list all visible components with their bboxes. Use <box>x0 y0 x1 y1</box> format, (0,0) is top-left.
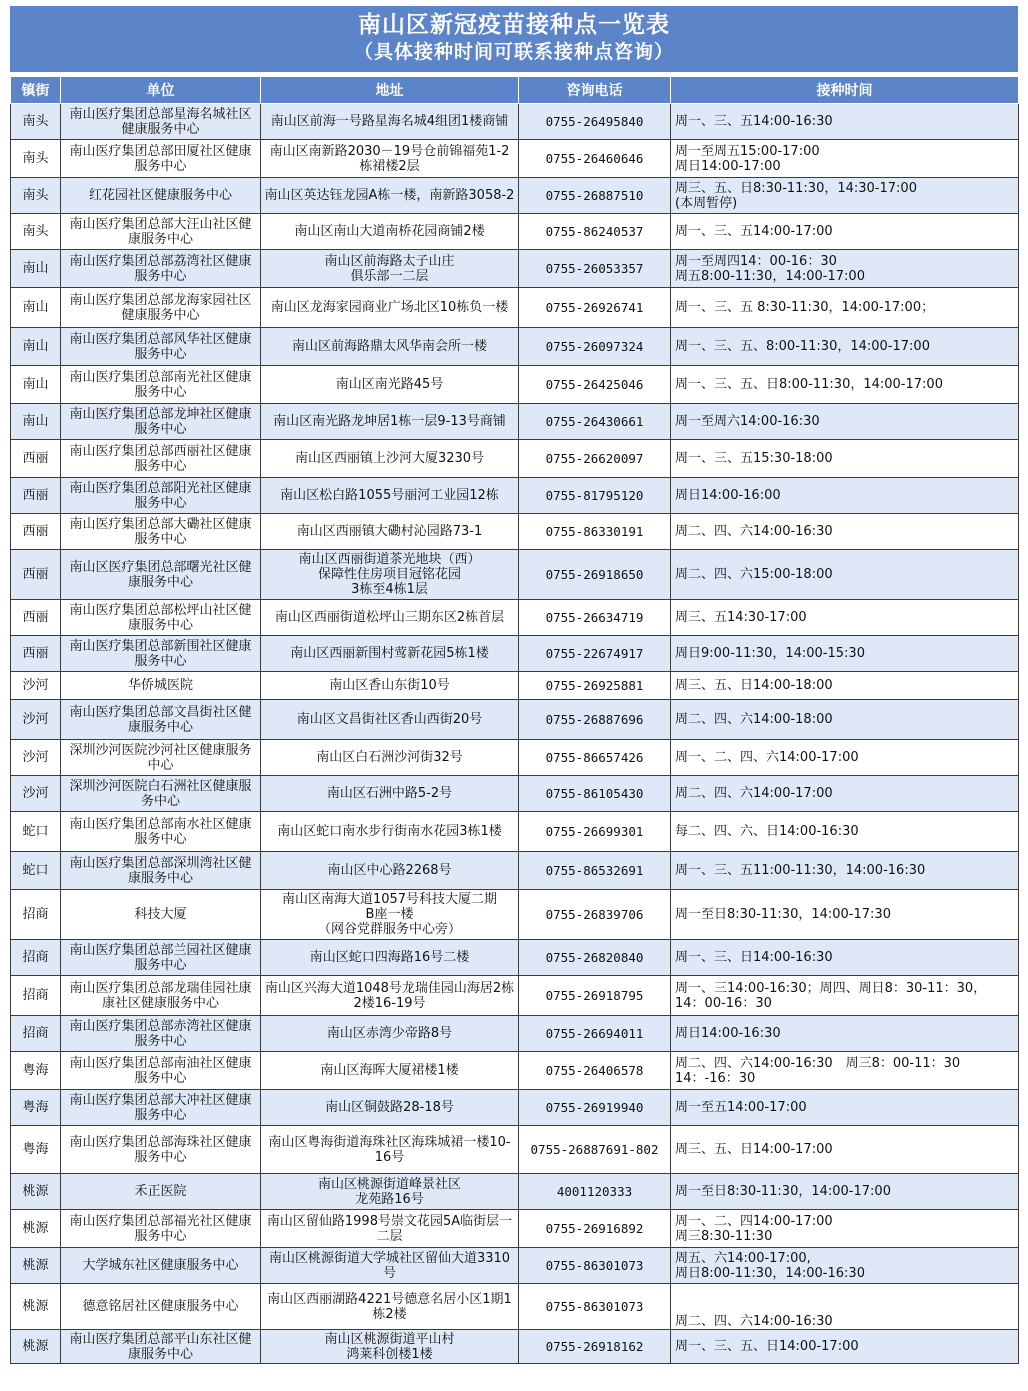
cell-unit: 南山医疗集团总部大磡社区健康服务中心 <box>61 514 261 550</box>
header-address: 地址 <box>261 77 519 104</box>
cell-time: 每二、四、六、日14:00-16:30 <box>671 812 1019 852</box>
cell-street: 西丽 <box>11 478 61 514</box>
cell-unit: 南山医疗集团总部龙瑞佳园社康康社区健康服务中心 <box>61 976 261 1016</box>
cell-address: 南山区桃源街道峰景社区 龙苑路16号 <box>261 1174 519 1210</box>
cell-unit: 南山医疗集团总部海珠社区健康服务中心 <box>61 1126 261 1174</box>
cell-time: 周一、三、五、8:00-11:30，14:00-17:00 <box>671 328 1019 366</box>
cell-address: 南山区南光路龙坤居1栋一层9-13号商铺 <box>261 404 519 440</box>
cell-street: 南山 <box>11 328 61 366</box>
cell-street: 南山 <box>11 404 61 440</box>
table-row <box>11 550 1019 600</box>
cell-time: 周二、四、六14:00-18:00 <box>671 700 1019 740</box>
cell-unit: 大学城东社区健康服务中心 <box>61 1248 261 1284</box>
title-banner <box>10 6 1018 72</box>
table-row <box>11 1248 1019 1284</box>
cell-street: 沙河 <box>11 672 61 700</box>
cell-unit: 红花园社区健康服务中心 <box>61 178 261 214</box>
cell-street: 西丽 <box>11 600 61 636</box>
cell-unit: 禾正医院 <box>61 1174 261 1210</box>
cell-street: 粤海 <box>11 1126 61 1174</box>
cell-time: 周一至周六14:00-16:30 <box>671 404 1019 440</box>
cell-unit: 南山医疗集团总部松坪山社区健康服务中心 <box>61 600 261 636</box>
cell-unit: 深圳沙河医院沙河社区健康服务中心 <box>61 740 261 776</box>
cell-unit: 南山医疗集团总部大汪山社区健康服务中心 <box>61 214 261 250</box>
cell-address: 南山区南山大道南桥花园商铺2楼 <box>261 214 519 250</box>
cell-address: 南山区前海一号路星海名城4组团1楼商铺 <box>261 104 519 140</box>
cell-street: 粤海 <box>11 1090 61 1126</box>
cell-unit: 南山医疗集团总部赤湾社区健康服务中心 <box>61 1016 261 1052</box>
cell-unit: 南山医疗集团总部星海名城社区健康服务中心 <box>61 104 261 140</box>
page <box>10 6 1018 1364</box>
cell-address: 南山区石洲中路5-2号 <box>261 776 519 812</box>
cell-address: 南山区赤湾少帝路8号 <box>261 1016 519 1052</box>
cell-time: 周二、四、六14:00-16:30 <box>671 1284 1019 1330</box>
cell-time: 周三、五、日8:30-11:30，14:30-17:00 (本周暂停) <box>671 178 1019 214</box>
cell-time: 周日9:00-11:30，14:00-15:30 <box>671 636 1019 672</box>
cell-address: 南山区前海路太子山庄 俱乐部一二层 <box>261 250 519 288</box>
cell-time: 周一、三14:00-16:30；周四、周日8：30-11：30，14：00-16：30 <box>671 976 1019 1016</box>
cell-address: 南山区海晖大厦裙楼1楼 <box>261 1052 519 1090</box>
table-row <box>11 288 1019 328</box>
cell-unit: 南山医疗集团总部风华社区健康服务中心 <box>61 328 261 366</box>
cell-time: 周五、六14:00-17:00, 周日8:00-11:30，14:00-16:30 <box>671 1248 1019 1284</box>
cell-unit: 南山区医疗集团总部曙光社区健康服务中心 <box>61 550 261 600</box>
cell-address: 南山区西丽湖路4221号德意名居小区1期1栋2楼 <box>261 1284 519 1330</box>
cell-time: 周一、三、五11:00-11:30，14:00-16:30 <box>671 852 1019 890</box>
table-row <box>11 1174 1019 1210</box>
cell-time: 周一至日8:30-11:30，14:00-17:00 <box>671 1174 1019 1210</box>
cell-street: 南山 <box>11 250 61 288</box>
cell-unit: 南山医疗集团总部福光社区健康服务中心 <box>61 1210 261 1248</box>
cell-phone: 0755-26839706 <box>519 890 671 940</box>
cell-address: 南山区兴海大道1048号龙瑞佳园山海居2栋2楼16-19号 <box>261 976 519 1016</box>
table-row <box>11 890 1019 940</box>
table-row <box>11 366 1019 404</box>
table-row <box>11 740 1019 776</box>
cell-phone: 0755-86532691 <box>519 852 671 890</box>
table-row <box>11 250 1019 288</box>
table-row <box>11 976 1019 1016</box>
header-unit: 单位 <box>61 77 261 104</box>
cell-time: 周三、五、日14:00-17:00 <box>671 1126 1019 1174</box>
table-row <box>11 812 1019 852</box>
table-row <box>11 776 1019 812</box>
table-row <box>11 636 1019 672</box>
table-row <box>11 1210 1019 1248</box>
table-row <box>11 700 1019 740</box>
cell-phone: 0755-26053357 <box>519 250 671 288</box>
cell-time: 周一至周五15:00-17:00 周日14:00-17:00 <box>671 140 1019 178</box>
cell-street: 蛇口 <box>11 852 61 890</box>
cell-street: 桃源 <box>11 1210 61 1248</box>
cell-unit: 南山医疗集团总部文昌街社区健康服务中心 <box>61 700 261 740</box>
cell-time: 周一、三、五14:00-17:00 <box>671 214 1019 250</box>
table-header-row <box>11 77 1019 104</box>
cell-phone: 0755-81795120 <box>519 478 671 514</box>
cell-phone: 0755-86330191 <box>519 514 671 550</box>
cell-street: 粤海 <box>11 1052 61 1090</box>
cell-phone: 0755-26097324 <box>519 328 671 366</box>
table-row <box>11 214 1019 250</box>
cell-phone: 0755-26887696 <box>519 700 671 740</box>
table-row <box>11 478 1019 514</box>
cell-street: 西丽 <box>11 514 61 550</box>
cell-address: 南山区西丽镇上沙河大厦3230号 <box>261 440 519 478</box>
cell-phone: 4001120333 <box>519 1174 671 1210</box>
cell-street: 沙河 <box>11 776 61 812</box>
cell-street: 南头 <box>11 214 61 250</box>
table-row <box>11 1090 1019 1126</box>
cell-address: 南山区前海路鼎太风华南会所一楼 <box>261 328 519 366</box>
cell-address: 南山区英达钰龙园A栋一楼，南新路3058-2 <box>261 178 519 214</box>
cell-address: 南山区南新路2030－19号仓前锦福苑1-2栋裙楼2层 <box>261 140 519 178</box>
cell-phone: 0755-26919940 <box>519 1090 671 1126</box>
cell-time: 周一、三、日14:00-16:30 <box>671 940 1019 976</box>
cell-unit: 南山医疗集团总部平山东社区健康服务中心 <box>61 1330 261 1364</box>
cell-address: 南山区龙海家园商业广场北区10栋负一楼 <box>261 288 519 328</box>
cell-time: 周一至五14:00-17:00 <box>671 1090 1019 1126</box>
table-row <box>11 600 1019 636</box>
cell-time: 周三、五14:30-17:00 <box>671 600 1019 636</box>
cell-phone: 0755-26918795 <box>519 976 671 1016</box>
cell-phone: 0755-26918162 <box>519 1330 671 1364</box>
cell-time: 周二、四、六14:00-16:30 <box>671 514 1019 550</box>
table-row <box>11 440 1019 478</box>
cell-street: 西丽 <box>11 440 61 478</box>
table-row <box>11 672 1019 700</box>
cell-phone: 0755-26887510 <box>519 178 671 214</box>
cell-address: 南山区西丽镇大磡村沁园路73-1 <box>261 514 519 550</box>
cell-unit: 南山医疗集团总部荔湾社区健康服务中心 <box>61 250 261 288</box>
cell-phone: 0755-26926741 <box>519 288 671 328</box>
cell-street: 西丽 <box>11 550 61 600</box>
table-row <box>11 514 1019 550</box>
table-row <box>11 1016 1019 1052</box>
cell-phone: 0755-26634719 <box>519 600 671 636</box>
cell-unit: 南山医疗集团总部大冲社区健康服务中心 <box>61 1090 261 1126</box>
cell-time: 周一至周四14：00-16：30 周五8:00-11:30，14:00-17:00 <box>671 250 1019 288</box>
cell-phone: 0755-26925881 <box>519 672 671 700</box>
page-title: 南山区新冠疫苗接种点一览表 <box>358 12 670 38</box>
cell-time: 周一、三、五、日14:00-17:00 <box>671 1330 1019 1364</box>
table-body <box>11 104 1019 1364</box>
cell-time: 周一至日8:30-11:30，14:00-17:30 <box>671 890 1019 940</box>
cell-street: 招商 <box>11 976 61 1016</box>
page-subtitle: （具体接种时间可联系接种点咨询） <box>353 41 674 63</box>
cell-address: 南山区桃源街道大学城社区留仙大道3310号 <box>261 1248 519 1284</box>
cell-unit: 德意铭居社区健康服务中心 <box>61 1284 261 1330</box>
header-street: 镇街 <box>11 77 61 104</box>
cell-time: 周一、三、五 8:30-11:30，14:00-17:00； <box>671 288 1019 328</box>
cell-address: 南山区文昌街社区香山西街20号 <box>261 700 519 740</box>
cell-time: 周二、四、六15:00-18:00 <box>671 550 1019 600</box>
table-row <box>11 1126 1019 1174</box>
cell-phone: 0755-26425046 <box>519 366 671 404</box>
cell-time: 周一、三、五、日8:00-11:30，14:00-17:00 <box>671 366 1019 404</box>
cell-address: 南山区蛇口南水步行街南水花园3栋1楼 <box>261 812 519 852</box>
cell-address: 南山区粤海街道海珠社区海珠城裙一楼10-16号 <box>261 1126 519 1174</box>
cell-street: 桃源 <box>11 1284 61 1330</box>
cell-phone: 0755-26620097 <box>519 440 671 478</box>
cell-street: 招商 <box>11 890 61 940</box>
cell-phone: 0755-26406578 <box>519 1052 671 1090</box>
cell-time: 周二、四、六14:00-16:30 周三8：00-11：30 14：-16：30 <box>671 1052 1019 1090</box>
cell-address: 南山区西丽街道松坪山三期东区2栋首层 <box>261 600 519 636</box>
cell-time: 周一、三、五15:30-18:00 <box>671 440 1019 478</box>
cell-street: 南山 <box>11 288 61 328</box>
header-phone: 咨询电话 <box>519 77 671 104</box>
cell-phone: 0755-22674917 <box>519 636 671 672</box>
cell-unit: 南山医疗集团总部深圳湾社区健康服务中心 <box>61 852 261 890</box>
cell-address: 南山区香山东街10号 <box>261 672 519 700</box>
cell-time: 周日14:00-16:30 <box>671 1016 1019 1052</box>
cell-address: 南山区松白路1055号丽河工业园12栋 <box>261 478 519 514</box>
cell-phone: 0755-26918650 <box>519 550 671 600</box>
header-time: 接种时间 <box>671 77 1019 104</box>
vaccination-sites-table <box>10 76 1019 1364</box>
cell-phone: 0755-26694011 <box>519 1016 671 1052</box>
table-row <box>11 1284 1019 1330</box>
cell-phone: 0755-26699301 <box>519 812 671 852</box>
cell-time: 周一、二、四、六14:00-17:00 <box>671 740 1019 776</box>
cell-street: 桃源 <box>11 1248 61 1284</box>
cell-time: 周日14:00-16:00 <box>671 478 1019 514</box>
cell-phone: 0755-86105430 <box>519 776 671 812</box>
cell-unit: 南山医疗集团总部西丽社区健康服务中心 <box>61 440 261 478</box>
cell-street: 招商 <box>11 940 61 976</box>
cell-unit: 南山医疗集团总部兰园社区健康服务中心 <box>61 940 261 976</box>
cell-street: 沙河 <box>11 740 61 776</box>
cell-street: 桃源 <box>11 1174 61 1210</box>
cell-phone: 0755-26460646 <box>519 140 671 178</box>
cell-street: 招商 <box>11 1016 61 1052</box>
cell-phone: 0755-86301073 <box>519 1284 671 1330</box>
cell-street: 南头 <box>11 140 61 178</box>
cell-address: 南山区铜鼓路28-18号 <box>261 1090 519 1126</box>
cell-unit: 南山医疗集团总部田厦社区健康服务中心 <box>61 140 261 178</box>
table-row <box>11 940 1019 976</box>
cell-phone: 0755-86301073 <box>519 1248 671 1284</box>
table-row <box>11 140 1019 178</box>
cell-street: 蛇口 <box>11 812 61 852</box>
cell-unit: 南山医疗集团总部阳光社区健康服务中心 <box>61 478 261 514</box>
cell-phone: 0755-26820840 <box>519 940 671 976</box>
cell-phone: 0755-26916892 <box>519 1210 671 1248</box>
table-row <box>11 328 1019 366</box>
cell-unit: 南山医疗集团总部龙海家园社区健康服务中心 <box>61 288 261 328</box>
cell-street: 南山 <box>11 366 61 404</box>
cell-unit: 南山医疗集团总部南水社区健康服务中心 <box>61 812 261 852</box>
cell-street: 南头 <box>11 104 61 140</box>
table-row <box>11 404 1019 440</box>
table-row <box>11 852 1019 890</box>
table-row <box>11 178 1019 214</box>
cell-street: 南头 <box>11 178 61 214</box>
cell-address: 南山区白石洲沙河街32号 <box>261 740 519 776</box>
cell-street: 沙河 <box>11 700 61 740</box>
cell-time: 周一、三、五14:00-16:30 <box>671 104 1019 140</box>
cell-street: 西丽 <box>11 636 61 672</box>
cell-address: 南山区南光路45号 <box>261 366 519 404</box>
cell-time: 周二、四、六14:00-17:00 <box>671 776 1019 812</box>
cell-address: 南山区桃源街道平山村 鸿莱科创楼1楼 <box>261 1330 519 1364</box>
cell-address: 南山区南海大道1057号科技大厦二期 B座一楼 （网谷党群服务中心旁） <box>261 890 519 940</box>
cell-address: 南山区西丽新围村莺新花园5栋1楼 <box>261 636 519 672</box>
cell-phone: 0755-86657426 <box>519 740 671 776</box>
cell-unit: 华侨城医院 <box>61 672 261 700</box>
cell-phone: 0755-26887691-802 <box>519 1126 671 1174</box>
cell-address: 南山区蛇口四海路16号二楼 <box>261 940 519 976</box>
cell-unit: 科技大厦 <box>61 890 261 940</box>
cell-unit: 深圳沙河医院白石洲社区健康服务中心 <box>61 776 261 812</box>
cell-unit: 南山医疗集团总部龙坤社区健康服务中心 <box>61 404 261 440</box>
cell-address: 南山区中心路2268号 <box>261 852 519 890</box>
cell-time: 周一、二、四14:00-17:00 周三8:30-11:30 <box>671 1210 1019 1248</box>
cell-street: 桃源 <box>11 1330 61 1364</box>
cell-phone: 0755-86240537 <box>519 214 671 250</box>
table-row <box>11 104 1019 140</box>
cell-address: 南山区留仙路1998号崇文花园5A临街层一二层 <box>261 1210 519 1248</box>
cell-unit: 南山医疗集团总部南光社区健康服务中心 <box>61 366 261 404</box>
cell-address: 南山区西丽街道茶光地块（西） 保障性住房项目冠铭花园 3栋至4栋1层 <box>261 550 519 600</box>
cell-unit: 南山医疗集团总部南油社区健康服务中心 <box>61 1052 261 1090</box>
table-row <box>11 1330 1019 1364</box>
cell-unit: 南山医疗集团总部新围社区健康服务中心 <box>61 636 261 672</box>
cell-phone: 0755-26495840 <box>519 104 671 140</box>
table-row <box>11 1052 1019 1090</box>
cell-time: 周三、五、日14:00-18:00 <box>671 672 1019 700</box>
cell-phone: 0755-26430661 <box>519 404 671 440</box>
